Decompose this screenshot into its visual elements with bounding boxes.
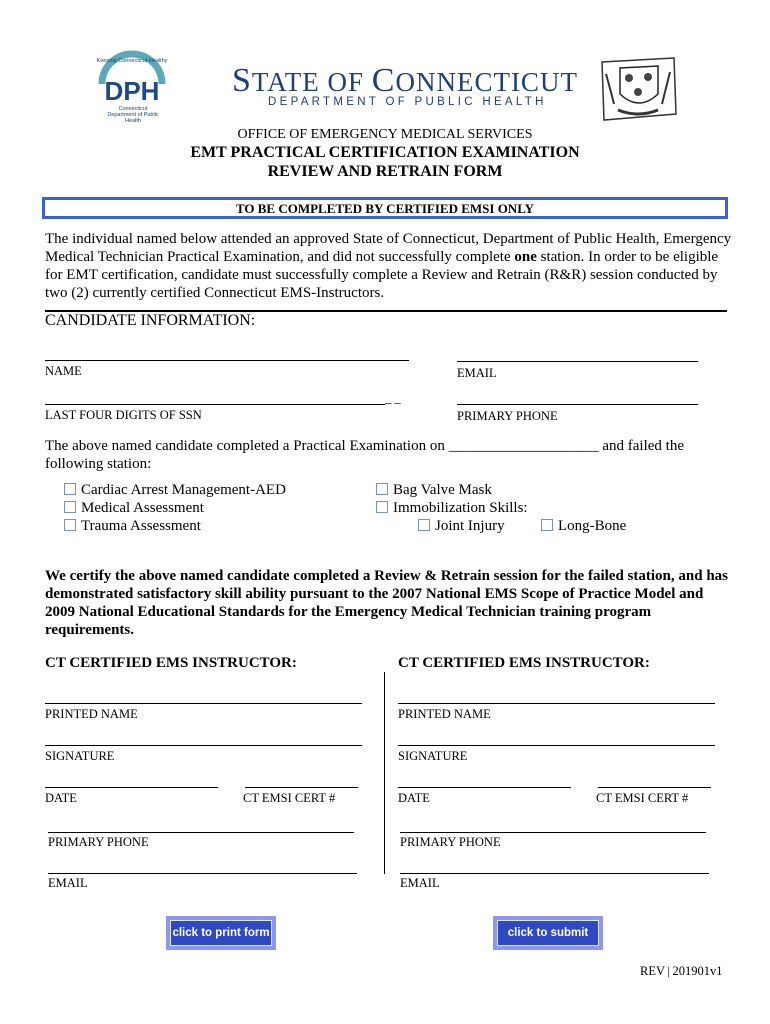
- instructor-2-email-label: EMAIL: [400, 876, 440, 890]
- state-seal: [596, 54, 680, 124]
- checkbox[interactable]: [376, 483, 388, 495]
- office-name: OFFICE OF EMERGENCY MEDICAL SERVICES: [237, 127, 533, 142]
- candidate-phone-field[interactable]: [457, 404, 698, 405]
- instructor-1-phone-field[interactable]: [48, 832, 354, 833]
- instructor-2-email-field[interactable]: [400, 873, 709, 874]
- instructor-2-printed-name-label: PRINTED NAME: [398, 707, 491, 721]
- checkbox[interactable]: [64, 483, 76, 495]
- checkbox[interactable]: [376, 501, 388, 513]
- checkbox[interactable]: [541, 519, 553, 531]
- station-trauma[interactable]: Trauma Assessment: [64, 518, 201, 535]
- candidate-heading: CANDIDATE INFORMATION:: [45, 312, 256, 329]
- exam-sentence: The above named candidate completed a Practical Examination on ____________________ and failed the following station:: [45, 438, 684, 472]
- phone-label: PRIMARY PHONE: [457, 409, 558, 423]
- instructor-2-cert-label: CT EMSI CERT #: [596, 791, 689, 805]
- instructor-1-email-label: EMAIL: [48, 876, 88, 890]
- station-immobilization[interactable]: Immobilization Skills:: [376, 500, 528, 517]
- instructor-1-signature-field[interactable]: [45, 745, 362, 746]
- certification-statement: We certify the above named candidate completed a Review & Retrain session for the failed station, and has demonstrated satisfactory skill ability pursuant to the 2007 National EMS Scope of Practice Model and 2009 National Educational Standards for the Emergency Medical Technician training program requirements.: [45, 568, 728, 638]
- instructor-2-name-field[interactable]: [398, 703, 715, 704]
- instructor-1-date-field[interactable]: [45, 787, 218, 788]
- station-bvm[interactable]: Bag Valve Mask: [376, 482, 492, 499]
- revision-number: REV | 201901v1: [640, 964, 723, 978]
- intro-paragraph: The individual named below attended an approved State of Connecticut, Department of Public Health, Emergency Medical Technician Practical Examination, and did not successfully complete one station. In order to be eligible for EMT certification, candidate must successfully complete a Review and Retrain (R&R) session conducted by two (2) currently certified Connecticut EMS-Instructors.: [45, 231, 732, 301]
- dph-logo: [92, 50, 172, 130]
- state-title: STATE OF CONNECTICUT: [232, 62, 578, 99]
- submit-button-label: click to submit: [497, 920, 599, 946]
- print-form-button[interactable]: [166, 916, 276, 950]
- instructor-2-cert-field[interactable]: [598, 787, 711, 788]
- name-field[interactable]: [45, 360, 409, 361]
- instructor-1-heading: CT CERTIFIED EMS INSTRUCTOR:: [45, 655, 297, 671]
- station-cardiac[interactable]: Cardiac Arrest Management-AED: [64, 482, 286, 499]
- checkbox[interactable]: [64, 519, 76, 531]
- instructor-1-name-field[interactable]: [45, 703, 362, 704]
- emsi-only-banner: TO BE COMPLETED BY CERTIFIED EMSI ONLY: [42, 197, 728, 219]
- logo-wordmark: DPH: [104, 76, 160, 106]
- instructor-2-date-field[interactable]: [398, 787, 571, 788]
- column-divider: [384, 672, 385, 874]
- logo-arc-text: Keeping Connecticut Healthy: [96, 58, 168, 64]
- instructor-2-signature-label: SIGNATURE: [398, 749, 468, 763]
- instructor-1-date-label: DATE: [45, 791, 77, 805]
- logo-caption: Connecticut Department of Public Health: [107, 106, 159, 124]
- email-field[interactable]: [457, 361, 698, 362]
- ssn-field[interactable]: [45, 404, 385, 405]
- name-label: NAME: [45, 364, 82, 378]
- checkbox[interactable]: [418, 519, 430, 531]
- instructor-1-phone-label: PRIMARY PHONE: [48, 835, 149, 849]
- station-long-bone[interactable]: Long-Bone: [541, 518, 626, 535]
- instructor-2-phone-field[interactable]: [400, 832, 706, 833]
- station-joint-injury[interactable]: Joint Injury: [418, 518, 505, 535]
- checkbox[interactable]: [64, 501, 76, 513]
- instructor-2-phone-label: PRIMARY PHONE: [400, 835, 501, 849]
- instructor-2-heading: CT CERTIFIED EMS INSTRUCTOR:: [398, 655, 650, 671]
- instructor-2-date-label: DATE: [398, 791, 430, 805]
- submit-button[interactable]: [493, 916, 603, 950]
- instructor-1-cert-label: CT EMSI CERT #: [243, 791, 336, 805]
- exam-date-field[interactable]: ____________________: [448, 438, 599, 454]
- department-name: DEPARTMENT OF PUBLIC HEALTH: [268, 96, 547, 108]
- instructor-1-email-field[interactable]: [48, 873, 357, 874]
- form-title: EMT PRACTICAL CERTIFICATION EXAMINATION REVIEW AND RETRAIN FORM: [190, 144, 580, 180]
- instructor-2-signature-field[interactable]: [398, 745, 715, 746]
- instructor-1-cert-field[interactable]: [245, 787, 358, 788]
- email-label: EMAIL: [457, 366, 497, 380]
- ssn-field-suffix: _ _: [385, 391, 401, 405]
- station-medical[interactable]: Medical Assessment: [64, 500, 204, 517]
- instructor-1-printed-name-label: PRINTED NAME: [45, 707, 138, 721]
- instructor-1-signature-label: SIGNATURE: [45, 749, 115, 763]
- print-form-button-label: click to print form: [170, 920, 272, 946]
- ssn-label: LAST FOUR DIGITS OF SSN: [45, 408, 202, 422]
